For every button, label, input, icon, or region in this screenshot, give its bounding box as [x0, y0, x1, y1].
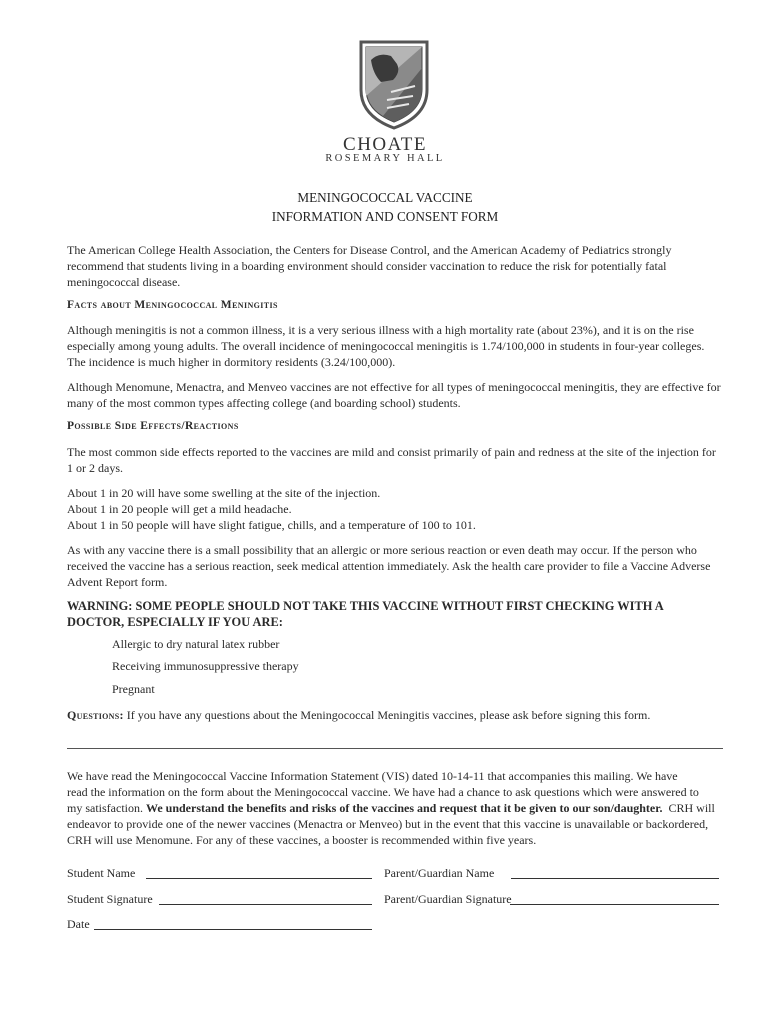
- side-effects-line: 1 or 2 days.: [67, 461, 123, 475]
- side-effects-line: Advent Report form.: [67, 575, 168, 589]
- parent-name-field[interactable]: [511, 878, 719, 879]
- consent-text: my satisfaction.: [67, 801, 146, 815]
- parent-name-label: Parent/Guardian Name: [384, 866, 495, 880]
- consent-line: read the information on the form about the Meningococcal vaccine. We have had a chance to ask questions which were answered to: [67, 785, 699, 799]
- side-effect-stat: About 1 in 50 people will have slight fatigue, chills, and a temperature of 100 to 101.: [67, 518, 476, 532]
- facts-line: Although Menomune, Menactra, and Menveo vaccines are not effective for all types of meningococcal meningitis, they are effective for: [67, 380, 721, 394]
- questions-label: Questions:: [67, 708, 124, 722]
- consent-emphasis: We understand the benefits and risks of the vaccines and request that it be given to our son/daughter.: [145, 801, 663, 815]
- warning-line: WARNING: SOME PEOPLE SHOULD NOT TAKE THIS VACCINE WITHOUT FIRST CHECKING WITH A: [67, 599, 664, 613]
- student-name-label: Student Name: [67, 866, 136, 880]
- warning-line: DOCTOR, ESPECIALLY IF YOU ARE:: [67, 615, 283, 629]
- side-effects-heading: Possible Side Effects/Reactions: [67, 420, 239, 432]
- student-signature-label: Student Signature: [67, 892, 153, 906]
- intro-line: recommend that students living in a boarding environment should consider vaccination to reduce the risk for potentially fatal: [67, 259, 667, 273]
- date-field[interactable]: [94, 929, 372, 930]
- side-effect-stat: About 1 in 20 will have some swelling at the site of the injection.: [67, 486, 381, 500]
- questions-line: [67, 707, 727, 723]
- date-label: Date: [67, 917, 90, 931]
- consent-line: [67, 800, 727, 816]
- parent-signature-field[interactable]: [510, 904, 719, 905]
- side-effect-stat: About 1 in 20 people will get a mild headache.: [67, 502, 292, 516]
- school-crest-logo: [357, 38, 431, 132]
- form-title-line2: INFORMATION AND CONSENT FORM: [271, 209, 499, 224]
- section-divider: [67, 748, 723, 749]
- side-effects-line: As with any vaccine there is a small possibility that an allergic or more serious reaction or even death may occur. If the person who: [67, 543, 697, 557]
- school-name: CHOATE: [343, 134, 427, 155]
- student-name-field[interactable]: [146, 878, 372, 879]
- intro-line: The American College Health Association, the Centers for Disease Control, and the American Academy of Pediatrics strongly: [67, 243, 672, 257]
- side-effects-line: The most common side effects reported to the vaccines are mild and consist primarily of pain and redness at the site of the injection for: [67, 445, 716, 459]
- facts-line: The incidence is much higher in dormitory residents (3.24/100,000).: [67, 355, 396, 369]
- consent-line: CRH will use Menomune. For any of these vaccines, a booster is recommended within five years.: [67, 833, 537, 847]
- parent-signature-label: Parent/Guardian Signature: [384, 892, 512, 906]
- intro-line: meningococcal disease.: [67, 275, 181, 289]
- warning-item: Pregnant: [112, 682, 155, 696]
- facts-line: Although meningitis is not a common illness, it is a very serious illness with a high mortality rate (about 23%), and it is on the rise: [67, 323, 694, 337]
- warning-item: Allergic to dry natural latex rubber: [112, 637, 280, 651]
- questions-text: If you have any questions about the Meningococcal Meningitis vaccines, please ask before signing this form.: [123, 708, 651, 722]
- warning-item: Receiving immunosuppressive therapy: [112, 659, 299, 673]
- student-signature-field[interactable]: [159, 904, 372, 905]
- facts-line: many of the most common types affecting college (and boarding school) students.: [67, 396, 461, 410]
- form-title-line1: MENINGOCOCCAL VACCINE: [297, 190, 473, 205]
- consent-line: We have read the Meningococcal Vaccine Information Statement (VIS) dated 10-14-11 that accompanies this mailing. We have: [67, 769, 678, 783]
- side-effects-line: received the vaccine has a serious reaction, seek medical attention immediately. Ask the health care provider to file a Vaccine Adverse: [67, 559, 711, 573]
- school-subtitle: ROSEMARY HALL: [325, 153, 445, 164]
- facts-heading: Facts about Meningococcal Meningitis: [67, 299, 278, 311]
- facts-line: especially among young adults. The overall incidence of meningococcal meningitis is 1.74/100,000 in students in four-year colleges.: [67, 339, 705, 353]
- consent-line: endeavor to provide one of the newer vaccines (Menactra or Menveo) but in the event that this vaccine is unavailable or backordered,: [67, 817, 709, 831]
- consent-text: CRH will: [662, 801, 715, 815]
